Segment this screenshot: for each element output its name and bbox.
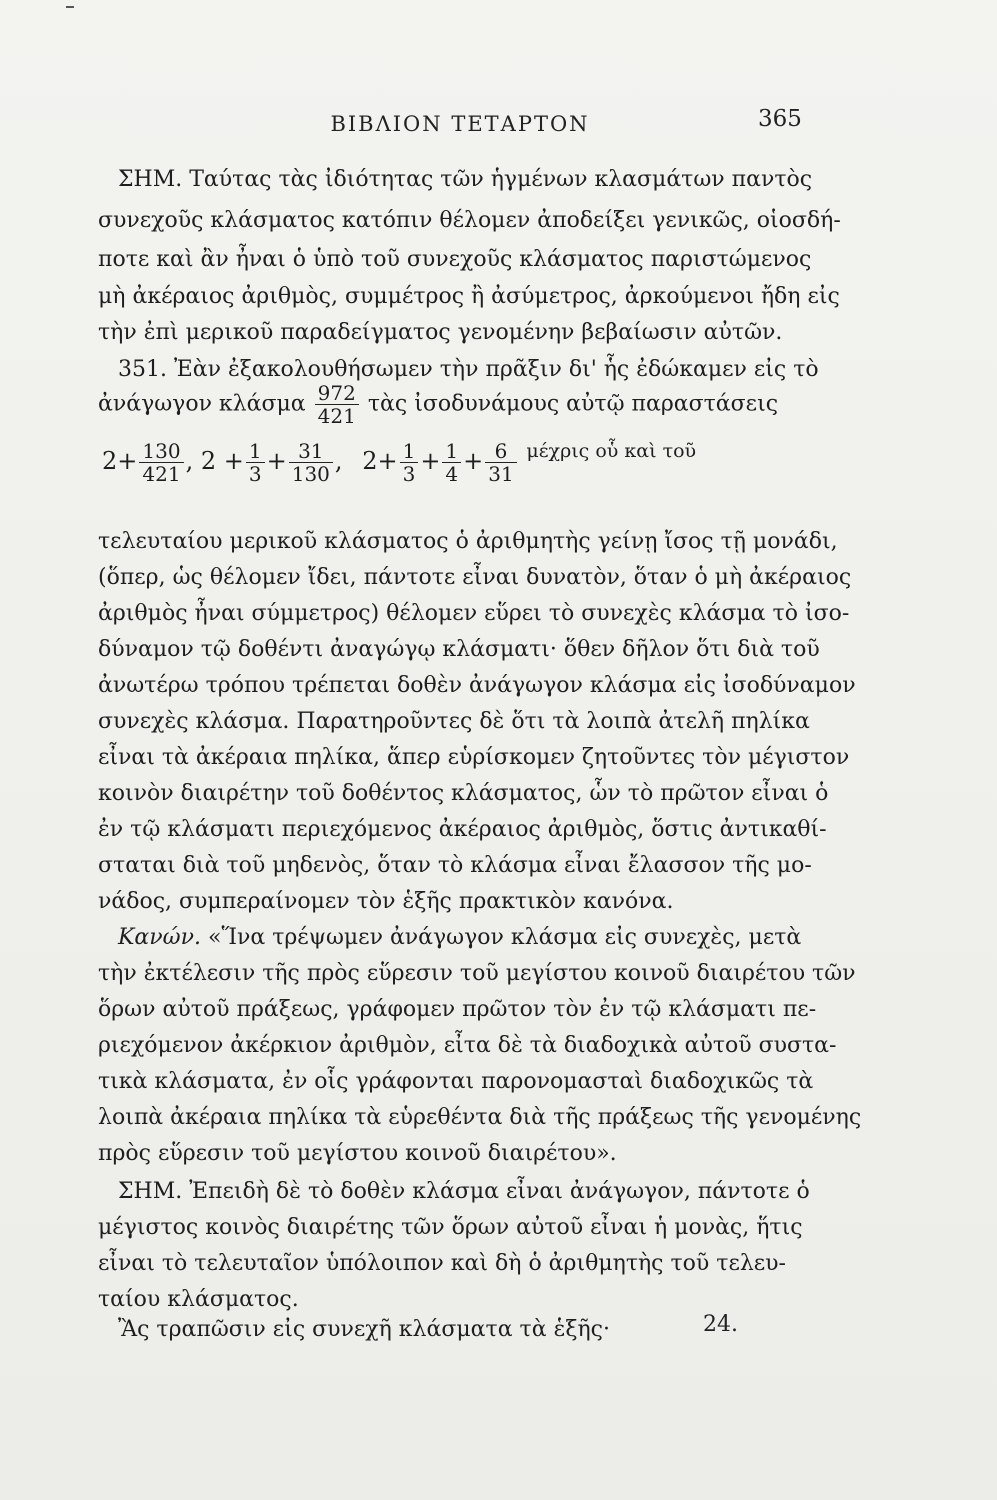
text-line: τὴν ἐκτέλεσιν τῆς πρὸς εὕρεσιν τοῦ μεγίστου κοινοῦ διαιρέτου τῶν	[98, 961, 856, 986]
fraction	[289, 440, 333, 485]
fraction-numerator: 31	[289, 440, 333, 463]
text-line: συνεχὲς κλάσμα. Παρατηροῦντες δὲ ὅτι τὰ λοιπὰ ἀτελῆ πηλίκα	[98, 709, 810, 734]
text-line: ἐν τῷ κλάσματι περιεχόμενος ἀκέραιος ἀριθμὸς, ὅστις ἀντικαθί-	[98, 817, 827, 842]
formula-operator: +	[420, 447, 441, 475]
text-line: ριεχόμενον ἀκέρκιον ἀριθμὸν, εἶτα δὲ τὰ διαδοχικὰ αὐτοῦ συστα-	[98, 1033, 837, 1058]
formula-term: 2 +	[200, 447, 244, 475]
text-line: πρὸς εὕρεσιν τοῦ μεγίστου κοινοῦ διαιρέτου».	[98, 1141, 617, 1166]
text-line: (ὅπερ, ὡς θέλομεν ἴδει, πάντοτε εἶναι δυνατὸν, ὅταν ὁ μὴ ἀκέραιος	[98, 565, 852, 590]
text-line: ἀριθμὸς ἦναι σύμμετρος) θέλομεν εὕρει τὸ συνεχὲς κλάσμα τὸ ἰσο-	[98, 601, 850, 626]
text-line: σταται διὰ τοῦ μηδενὸς, ὅταν τὸ κλάσμα εἶναι ἔλασσον τῆς μο-	[98, 853, 812, 878]
fraction-denominator: 4	[445, 462, 459, 486]
formula-trailing-text: μέχρις οὗ καὶ τοῦ	[526, 440, 697, 462]
formula-separator: ,	[334, 447, 343, 475]
text-line: εἶναι τὸ τελευταῖον ὑπόλοιπον καὶ δὴ ὁ ἀριθμητὴς τοῦ τελευ-	[98, 1251, 786, 1276]
fraction	[485, 440, 516, 485]
signature-mark: 24.	[703, 1312, 738, 1337]
text-line: ποτε καὶ ἂν ἦναι ὁ ὑπὸ τοῦ συνεχοῦς κλάσματος παριστώμενος	[98, 247, 812, 272]
formula-term: 2+	[362, 447, 398, 475]
fraction-denominator: 3	[402, 462, 416, 486]
text-line: ΣΗΜ. Ταύτας τὰς ἰδιότητας τῶν ἡγμένων κλασμάτων παντὸς	[118, 167, 813, 192]
fraction	[400, 440, 419, 485]
formula-operator: +	[266, 447, 287, 475]
fraction-denominator: 421	[142, 462, 181, 486]
text-line: ΣΗΜ. Ἐπειδὴ δὲ τὸ δοθὲν κλάσμα εἶναι ἀνάγωγον, πάντοτε ὁ	[118, 1179, 810, 1204]
continued-fraction-formula	[102, 440, 696, 485]
text-line: νάδος, συμπεραίνομεν τὸν ἑξῆς πρακτικὸν κανόνα.	[98, 889, 674, 914]
fraction-numerator: 130	[139, 440, 183, 463]
text-line: μὴ ἀκέραιος ἀριθμὸς, συμμέτρος ἢ ἀσύμετρος, ἀρκούμενοι ἤδη εἰς	[98, 284, 840, 309]
text-line: 351. Ἐὰν ἐξακολουθήσωμεν τὴν πρᾶξιν δι' ἧς ἐδώκαμεν εἰς τὸ	[118, 357, 819, 382]
rule-first-line	[118, 926, 848, 950]
text-segment: ἀνάγωγον κλάσμα	[98, 391, 306, 417]
fraction-denominator: 31	[488, 462, 514, 486]
text-line: δύναμον τῷ δοθέντι ἀναγώγῳ κλάσματι· ὅθεν δῆλον ὅτι διὰ τοῦ	[98, 637, 820, 662]
fraction-numerator: 1	[442, 440, 461, 463]
fraction-972-421	[315, 382, 359, 427]
fraction	[139, 440, 183, 485]
running-header: ΒΙΒΛΙΟΝ ΤΕΤΑΡΤΟΝ	[330, 112, 590, 136]
text-line: εἶναι τὰ ἀκέραια πηλίκα, ἅπερ εὑρίσκομεν ζητοῦντες τὸν μέγιστον	[98, 745, 850, 770]
text-segment: «Ἵνα τρέψωμεν ἀνάγωγον κλάσμα εἰς συνεχὲς, μετὰ	[207, 925, 802, 950]
page-number: 365	[758, 106, 802, 132]
edge-mark	[66, 6, 74, 8]
text-line: λοιπὰ ἀκέραια πηλίκα τὰ εὑρεθέντα διὰ τῆς πράξεως τῆς γενομένης	[98, 1105, 862, 1130]
text-line: τικὰ κλάσματα, ἐν οἷς γράφονται παρονομασταὶ διαδοχικῶς τὰ	[98, 1069, 814, 1094]
fraction-numerator: 1	[246, 440, 265, 463]
text-segment: τὰς ἰσοδυνάμους αὐτῷ παραστάσεις	[367, 391, 779, 417]
text-line: ταίου κλάσματος.	[98, 1287, 299, 1312]
fraction-denominator: 130	[291, 462, 330, 486]
fraction-numerator: 6	[485, 440, 516, 463]
fraction-numerator: 972	[315, 382, 359, 405]
text-line: ἀνωτέρω τρόπου τρέπεται δοθὲν ἀνάγωγον κλάσμα εἰς ἰσοδύναμον	[98, 673, 856, 698]
fraction-line	[98, 382, 778, 427]
text-line: μέγιστος κοινὸς διαιρέτης τῶν ὅρων αὐτοῦ εἶναι ἡ μονὰς, ἥτις	[98, 1215, 803, 1240]
fraction-numerator: 1	[400, 440, 419, 463]
formula-separator: ,	[185, 447, 194, 475]
fraction-denominator: 3	[248, 462, 262, 486]
fraction	[246, 440, 265, 485]
text-line: ὅρων αὐτοῦ πράξεως, γράφομεν πρῶτον τὸν ἐν τῷ κλάσματι πε-	[98, 997, 817, 1022]
fraction-denominator: 421	[317, 404, 356, 428]
text-line: τὴν ἐπὶ μερικοῦ παραδείγματος γενομένην βεβαίωσιν αὐτῶν.	[98, 320, 783, 345]
formula-term: 2+	[102, 447, 138, 475]
rule-label: Κανών.	[118, 925, 201, 950]
text-line: τελευταίου μερικοῦ κλάσματος ὁ ἀριθμητὴς γείνῃ ἴσος τῇ μονάδι,	[98, 529, 838, 554]
closing-line: Ἂς τραπῶσιν εἰς συνεχῆ κλάσματα τὰ ἑξῆς·	[118, 1317, 610, 1342]
text-line: κοινὸν διαιρέτην τοῦ δοθέντος κλάσματος, ὧν τὸ πρῶτον εἶναι ὁ	[98, 781, 829, 806]
formula-operator: +	[463, 447, 484, 475]
text-line: συνεχοῦς κλάσματος κατόπιν θέλομεν ἀποδείξει γενικῶς, οἱοσδή-	[98, 208, 841, 233]
fraction	[442, 440, 461, 485]
